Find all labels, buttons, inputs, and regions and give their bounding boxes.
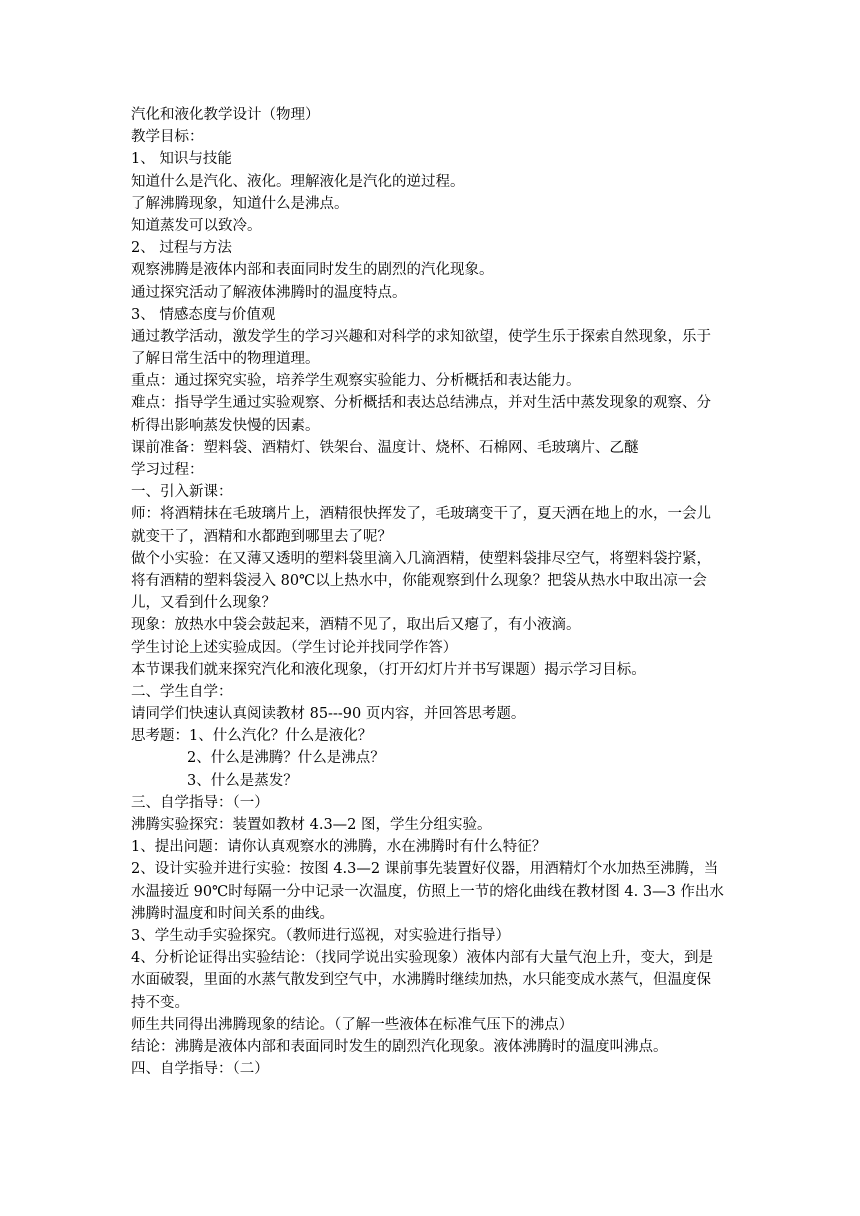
paragraph-line: 了解沸腾现象，知道什么是沸点。 — [131, 195, 349, 212]
section-heading: 四、自学指导：（二） — [131, 1061, 269, 1078]
paragraph-line: 本节课我们就来探究汽化和液化现象，（打开幻灯片并书写课题）揭示学习目标。 — [131, 661, 646, 678]
paragraph-line: 通过教学活动，激发学生的学习兴趣和对科学的求知欲望，使学生乐于探索自然现象，乐于 — [131, 328, 711, 345]
conclusion-line: 结论：沸腾是液体内部和表面同时发生的剧烈汽化现象。液体沸腾时的温度叫沸点。 — [131, 1038, 668, 1055]
paragraph-line: 师生共同得出沸腾现象的结论。（了解一些液体在标准气压下的沸点） — [131, 1016, 574, 1033]
key-point-line: 重点：通过探究实验，培养学生观察实验能力、分析概括和表达能力。 — [131, 373, 581, 390]
paragraph-line: 2、设计实验并进行实验：按图 4.3—2 课前事先装置好仪器，用酒精灯个水加热至沸腾，当 — [131, 861, 719, 878]
paragraph-line: 3、学生动手实验探究。（教师进行巡视，对实验进行指导） — [131, 927, 510, 944]
paragraph-line: 师：将酒精抹在毛玻璃片上，酒精很快挥发了，毛玻璃变干了，夏天洒在地上的水，一会儿 — [131, 506, 711, 523]
paragraph-line: 了解日常生活中的物理道理。 — [131, 351, 320, 368]
paragraph-line: 1、提出问题：请你认真观察水的沸腾，水在沸腾时有什么特征？ — [131, 839, 547, 856]
paragraph-line: 就变干了，酒精和水都跑到哪里去了呢？ — [131, 528, 392, 545]
subsection-heading: 1、 知识与技能 — [131, 151, 232, 168]
paragraph-line: 水温接近 90℃时每隔一分中记录一次温度，仿照上一节的熔化曲线在教材图 4. 3—3 作出水 — [131, 883, 724, 900]
paragraph-line: 做个小实验：在又薄又透明的塑料袋里滴入几滴酒精，使塑料袋排尽空气，将塑料袋拧紧， — [131, 550, 711, 567]
question-line: 思考题：1、什么汽化？什么是液化？ — [131, 728, 373, 745]
paragraph-line: 水面破裂，里面的水蒸气散发到空气中，水沸腾时继续加热，水只能变成水蒸气，但温度保 — [131, 972, 711, 989]
subsection-heading: 3、 情感态度与价值观 — [131, 306, 276, 323]
paragraph-line: 将有酒精的塑料袋浸入 80℃以上热水中，你能观察到什么现象？把袋从热水中取出凉一会 — [131, 572, 707, 589]
question-line: 2、什么是沸腾？什么是沸点？ — [187, 750, 385, 767]
paragraph-line: 知道蒸发可以致冷。 — [131, 217, 262, 234]
section-heading: 教学目标： — [131, 129, 204, 146]
paragraph-line: 观察沸腾是液体内部和表面同时发生的剧烈的汽化现象。 — [131, 262, 494, 279]
paragraph-line: 学生讨论上述实验成因。（学生讨论并找同学作答） — [131, 639, 458, 656]
section-heading: 学习过程： — [131, 462, 204, 478]
section-heading: 一、引入新课： — [131, 484, 233, 501]
document-body — [131, 104, 733, 1080]
difficulty-line: 难点：指导学生通过实验观察、分析概括和表达总结沸点，并对生活中蒸发现象的观察、分 — [131, 395, 711, 412]
section-heading: 三、自学指导：（一） — [131, 794, 269, 811]
preparation-line: 课前准备：塑料袋、酒精灯、铁架台、温度计、烧杯、石棉网、毛玻璃片、乙醚 — [131, 439, 639, 456]
paragraph-line: 现象：放热水中袋会鼓起来，酒精不见了，取出后又瘪了，有小液滴。 — [131, 617, 581, 634]
paragraph-line: 沸腾时温度和时间关系的曲线。 — [131, 905, 334, 922]
paragraph-line: 知道什么是汽化、液化。理解液化是汽化的逆过程。 — [131, 173, 465, 190]
question-line: 3、什么是蒸发？ — [187, 772, 298, 789]
subsection-heading: 2、 过程与方法 — [131, 240, 232, 257]
difficulty-line: 析得出影响蒸发快慢的因素。 — [131, 417, 320, 434]
paragraph-line: 请同学们快速认真阅读教材 85---90 页内容，并回答思考题。 — [131, 706, 526, 723]
paragraph-line: 儿，又看到什么现象？ — [131, 595, 276, 612]
paragraph-line: 沸腾实验探究：装置如教材 4.3—2 图，学生分组实验。 — [131, 817, 492, 833]
document-title: 汽化和液化教学设计（物理） — [131, 107, 320, 123]
paragraph-line: 通过探究活动了解液体沸腾时的温度特点。 — [131, 284, 407, 301]
section-heading: 二、学生自学： — [131, 683, 233, 700]
paragraph-line: 4、分析论证得出实验结论：（找同学说出实验现象）液体内部有大量气泡上升，变大，到是 — [131, 950, 713, 967]
paragraph-line: 持不变。 — [131, 994, 189, 1011]
